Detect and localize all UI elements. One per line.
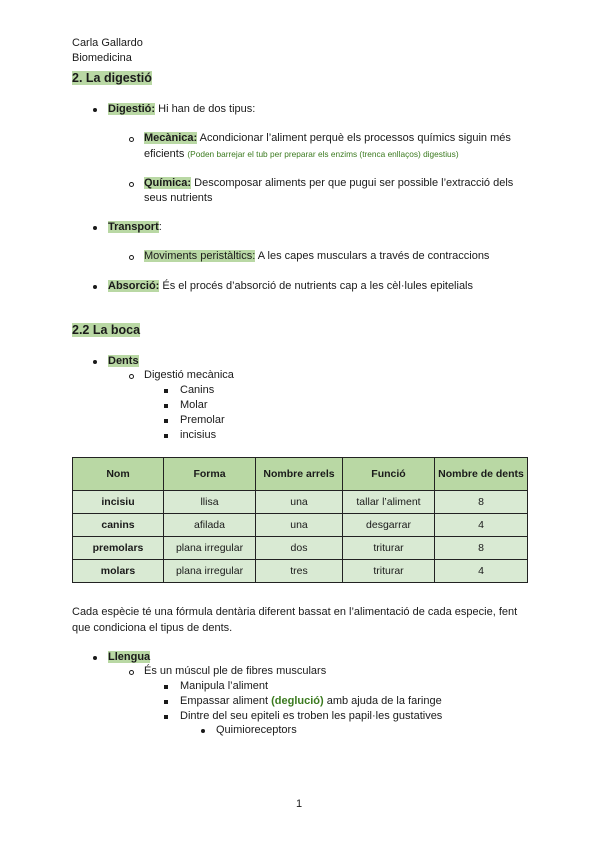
table-cell: plana irregular bbox=[164, 560, 256, 583]
table-header-row bbox=[73, 458, 528, 491]
square-bullet-icon bbox=[164, 419, 168, 423]
bullet-icon bbox=[93, 108, 97, 112]
digestio-item: Digestió: Hi han de dos tipus: bbox=[108, 103, 256, 115]
table-header-cell: Nombre de dents bbox=[435, 458, 528, 491]
table-row bbox=[73, 514, 528, 537]
table-cell: triturar bbox=[343, 560, 435, 583]
quimica-line2: seus nutrients bbox=[144, 192, 213, 204]
bullet-icon bbox=[201, 729, 205, 733]
author-name: Carla Gallardo bbox=[72, 37, 143, 49]
square-bullet-icon bbox=[164, 700, 168, 704]
moviments-item: Moviments peristàltics: A les capes musculars a través de contraccions bbox=[144, 250, 490, 262]
dents-sub: Digestió mecànica bbox=[144, 369, 234, 381]
dents-type-item: Premolar bbox=[180, 414, 225, 426]
transport-item: Transport: bbox=[108, 221, 162, 233]
paragraph-line2: que condiciona el tipus de dents. bbox=[72, 622, 233, 634]
circle-bullet-icon bbox=[129, 255, 134, 260]
table-cell: premolars bbox=[73, 537, 164, 560]
llengua-item-1: Manipula l’aliment bbox=[180, 680, 269, 692]
bullet-icon bbox=[93, 656, 97, 660]
llengua-item-3: Dintre del seu epiteli es troben les papil·les gustatives bbox=[180, 710, 443, 722]
page-number: 1 bbox=[296, 798, 303, 810]
table-cell: llisa bbox=[164, 491, 256, 514]
table-cell: triturar bbox=[343, 537, 435, 560]
quimioreceptors-item: Quimioreceptors bbox=[216, 724, 297, 736]
subject-name: Biomedicina bbox=[72, 52, 132, 64]
table-cell: 8 bbox=[435, 537, 528, 560]
table-cell: 8 bbox=[435, 491, 528, 514]
square-bullet-icon bbox=[164, 685, 168, 689]
square-bullet-icon bbox=[164, 715, 168, 719]
table-cell: dos bbox=[256, 537, 343, 560]
mecanica-line2: eficients (Poden barrejar el tub per preparar els enzims (trenca enllaços) digestius) bbox=[144, 148, 459, 160]
table-cell: incisiu bbox=[73, 491, 164, 514]
table-header-cell: Nom bbox=[73, 458, 164, 491]
llengua-item: Llengua bbox=[108, 651, 151, 663]
table-cell: afilada bbox=[164, 514, 256, 537]
dents-type-item: Canins bbox=[180, 384, 215, 396]
section-title-boca: 2.2 La boca bbox=[72, 323, 141, 337]
circle-bullet-icon bbox=[129, 137, 134, 142]
table-cell: plana irregular bbox=[164, 537, 256, 560]
table-cell: una bbox=[256, 491, 343, 514]
bullet-icon bbox=[93, 285, 97, 289]
table-row bbox=[73, 537, 528, 560]
table-cell: tres bbox=[256, 560, 343, 583]
dents-type-item: Molar bbox=[180, 399, 208, 411]
paragraph-line1: Cada espècie té una fórmula dentària diferent bassat en l’alimentació de cada especie, fent bbox=[72, 606, 518, 618]
square-bullet-icon bbox=[164, 389, 168, 393]
dents-item: Dents bbox=[108, 355, 139, 367]
dents-table bbox=[72, 457, 528, 583]
table-header-cell: Nombre arrels bbox=[256, 458, 343, 491]
table-row bbox=[73, 491, 528, 514]
llengua-item-2: Empassar aliment (deglució) amb ajuda de la faringe bbox=[180, 695, 442, 707]
quimica-line1: Química: Descomposar aliments per que pugui ser possible l’extracció dels bbox=[144, 177, 514, 189]
square-bullet-icon bbox=[164, 434, 168, 438]
table-cell: una bbox=[256, 514, 343, 537]
dents-type-item: incisius bbox=[180, 429, 217, 441]
llengua-sub: És un múscul ple de fibres musculars bbox=[144, 665, 327, 677]
table-cell: 4 bbox=[435, 514, 528, 537]
table-row bbox=[73, 560, 528, 583]
table-cell: tallar l’aliment bbox=[343, 491, 435, 514]
square-bullet-icon bbox=[164, 404, 168, 408]
circle-bullet-icon bbox=[129, 670, 134, 675]
table-cell: molars bbox=[73, 560, 164, 583]
bullet-icon bbox=[93, 226, 97, 230]
table-cell: 4 bbox=[435, 560, 528, 583]
absorcio-item: Absorció: És el procés d’absorció de nutrients cap a les cèl·lules epitelials bbox=[108, 280, 474, 292]
section-title-digestio: 2. La digestió bbox=[72, 71, 152, 85]
circle-bullet-icon bbox=[129, 374, 134, 379]
table-header-cell: Forma bbox=[164, 458, 256, 491]
circle-bullet-icon bbox=[129, 182, 134, 187]
bullet-icon bbox=[93, 360, 97, 364]
table-cell: desgarrar bbox=[343, 514, 435, 537]
table-header-cell: Funció bbox=[343, 458, 435, 491]
mecanica-line1: Mecànica: Acondicionar l’aliment perquè els processos químics siguin més bbox=[144, 132, 511, 144]
table-cell: canins bbox=[73, 514, 164, 537]
